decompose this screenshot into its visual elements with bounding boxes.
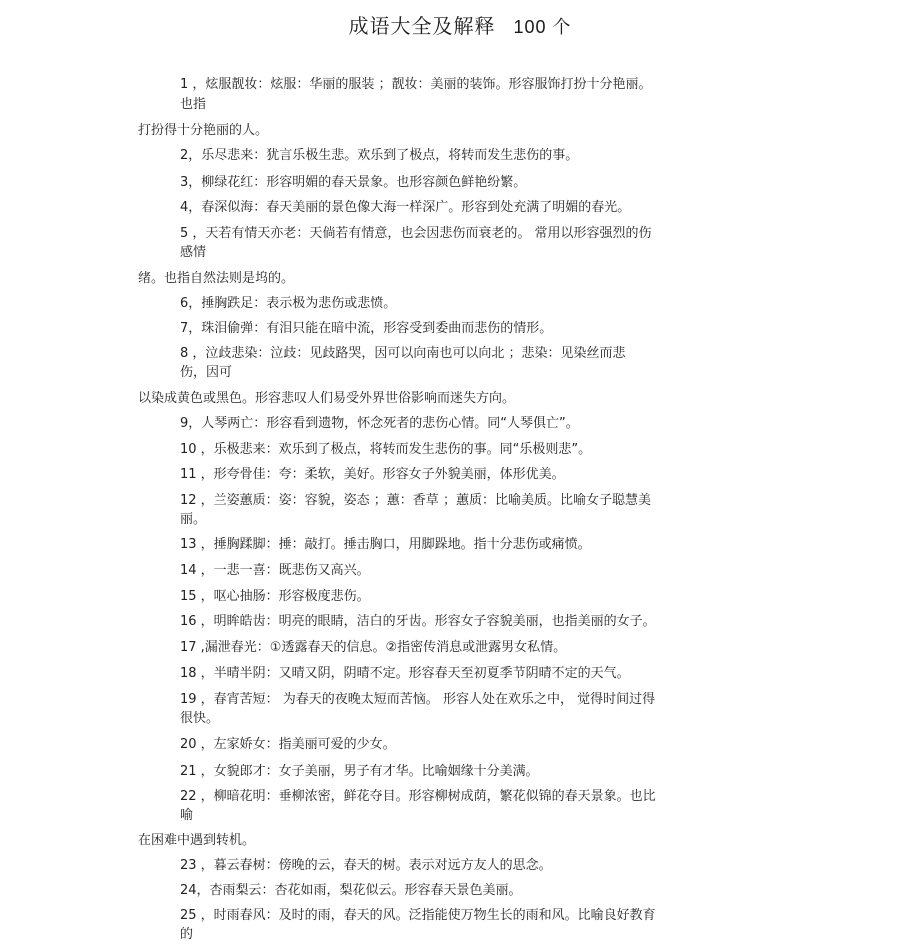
page-title <box>0 10 920 39</box>
idiom-line: 14 ，一悲一喜：既悲伤又高兴。 <box>180 563 370 578</box>
idiom-line: 1 ，炫服靓妆：炫服：华丽的服装 ；靓妆：美丽的装饰。形容服饰打扮十分艳丽。 <box>180 77 652 92</box>
idiom-line: 的 <box>180 927 194 942</box>
idiom-line: 很快。 <box>180 711 220 726</box>
idiom-line: 21 ，女貌郎才：女子美丽，男子有才华。比喻姻缘十分美满。 <box>180 764 539 779</box>
idiom-line: 22 ，柳暗花明：垂柳浓密，鲜花夺目。形容柳树成荫，繁花似锦的春天景象。也比 <box>180 789 656 804</box>
idiom-line: 25 ，时雨春风：及时的雨，春天的风。泛指能使万物生长的雨和风。比喻良好教育 <box>180 908 656 923</box>
idiom-line: 在困难中遇到转机。 <box>138 833 256 848</box>
idiom-line: 19 ，春宵苦短： 为春天的夜晚太短而苦恼。 形容人处在欢乐之中， 觉得时间过得 <box>180 692 656 707</box>
idiom-line: 喻 <box>180 808 194 823</box>
idiom-line: 2，乐尽悲来：犹言乐极生悲。欢乐到了极点，将转而发生悲伤的事。 <box>180 148 579 163</box>
idiom-line: 8 ，泣歧悲染：泣歧：见歧路哭，因可以向南也可以向北 ；悲染：见染丝而悲 <box>180 346 626 361</box>
idiom-line: 6，捶胸跌足：表示极为悲伤或悲愤。 <box>180 296 397 311</box>
idiom-line: 以染成黄色或黑色。形容悲叹人们易受外界世俗影响而迷失方向。 <box>138 391 516 406</box>
title-count: 100 个 <box>513 17 572 37</box>
idiom-line: 打扮得十分艳丽的人。 <box>138 123 269 138</box>
idiom-line: 17 ,漏泄春光：①透露春天的信息。②指密传消息或泄露男女私情。 <box>180 640 567 655</box>
idiom-line: 也指 <box>180 97 207 112</box>
idiom-line: 24，杏雨梨云：杏花如雨，梨花似云。形容春天景色美丽。 <box>180 883 522 898</box>
idiom-line: 伤，因可 <box>180 365 233 380</box>
idiom-line: 9，人琴两亡：形容看到遗物，怀念死者的悲伤心情。同“人琴俱亡”。 <box>180 416 579 431</box>
idiom-line: 13 ，捶胸蹂脚：捶：敲打。捶击胸口，用脚跺地。指十分悲伤或痛愤。 <box>180 537 591 552</box>
idiom-line: 4，春深似海：春天美丽的景色像大海一样深广。形容到处充满了明媚的春光。 <box>180 200 631 215</box>
idiom-line: 16 ，明眸皓齿：明亮的眼睛，洁白的牙齿。形容女子容貌美丽，也指美丽的女子。 <box>180 614 656 629</box>
idiom-line: 5 ，天若有情天亦老：天倘若有情意，也会因悲伤而衰老的。 常用以形容强烈的伤 <box>180 226 652 241</box>
idiom-line: 12 ，兰姿蕙质：姿：容貌，姿态 ；蕙：香草 ；蕙质：比喻美质。比喻女子聪慧美 <box>180 493 651 508</box>
idiom-line: 10 ，乐极悲来：欢乐到了极点，将转而发生悲伤的事。同“乐极则悲”。 <box>180 442 592 457</box>
idiom-line: 绪。也指自然法则是坞的。 <box>138 271 295 286</box>
idiom-line: 感情 <box>180 245 207 260</box>
idiom-line: 20 ，左家娇女：指美丽可爱的少女。 <box>180 737 396 752</box>
idiom-line: 7，珠泪偷弹：有泪只能在暗中流，形容受到委曲而悲伤的情形。 <box>180 321 553 336</box>
idiom-line: 18 ，半晴半阴：又晴又阴，阴晴不定。形容春天至初夏季节阴晴不定的天气。 <box>180 666 630 681</box>
idiom-line: 11 ，形夸骨佳：夸：柔软，美好。形容女子外貌美丽，体形优美。 <box>180 467 565 482</box>
title-text: 成语大全及解释 <box>348 14 496 38</box>
idiom-line: 丽。 <box>180 512 207 527</box>
idiom-line: 15 ，呕心抽肠：形容极度悲伤。 <box>180 589 370 604</box>
idiom-line: 3，柳绿花红：形容明媚的春天景象。也形容颜色鲜艳纷繁。 <box>180 175 527 190</box>
idiom-line: 23 ，暮云春树：傍晚的云，春天的树。表示对远方友人的思念。 <box>180 858 552 873</box>
